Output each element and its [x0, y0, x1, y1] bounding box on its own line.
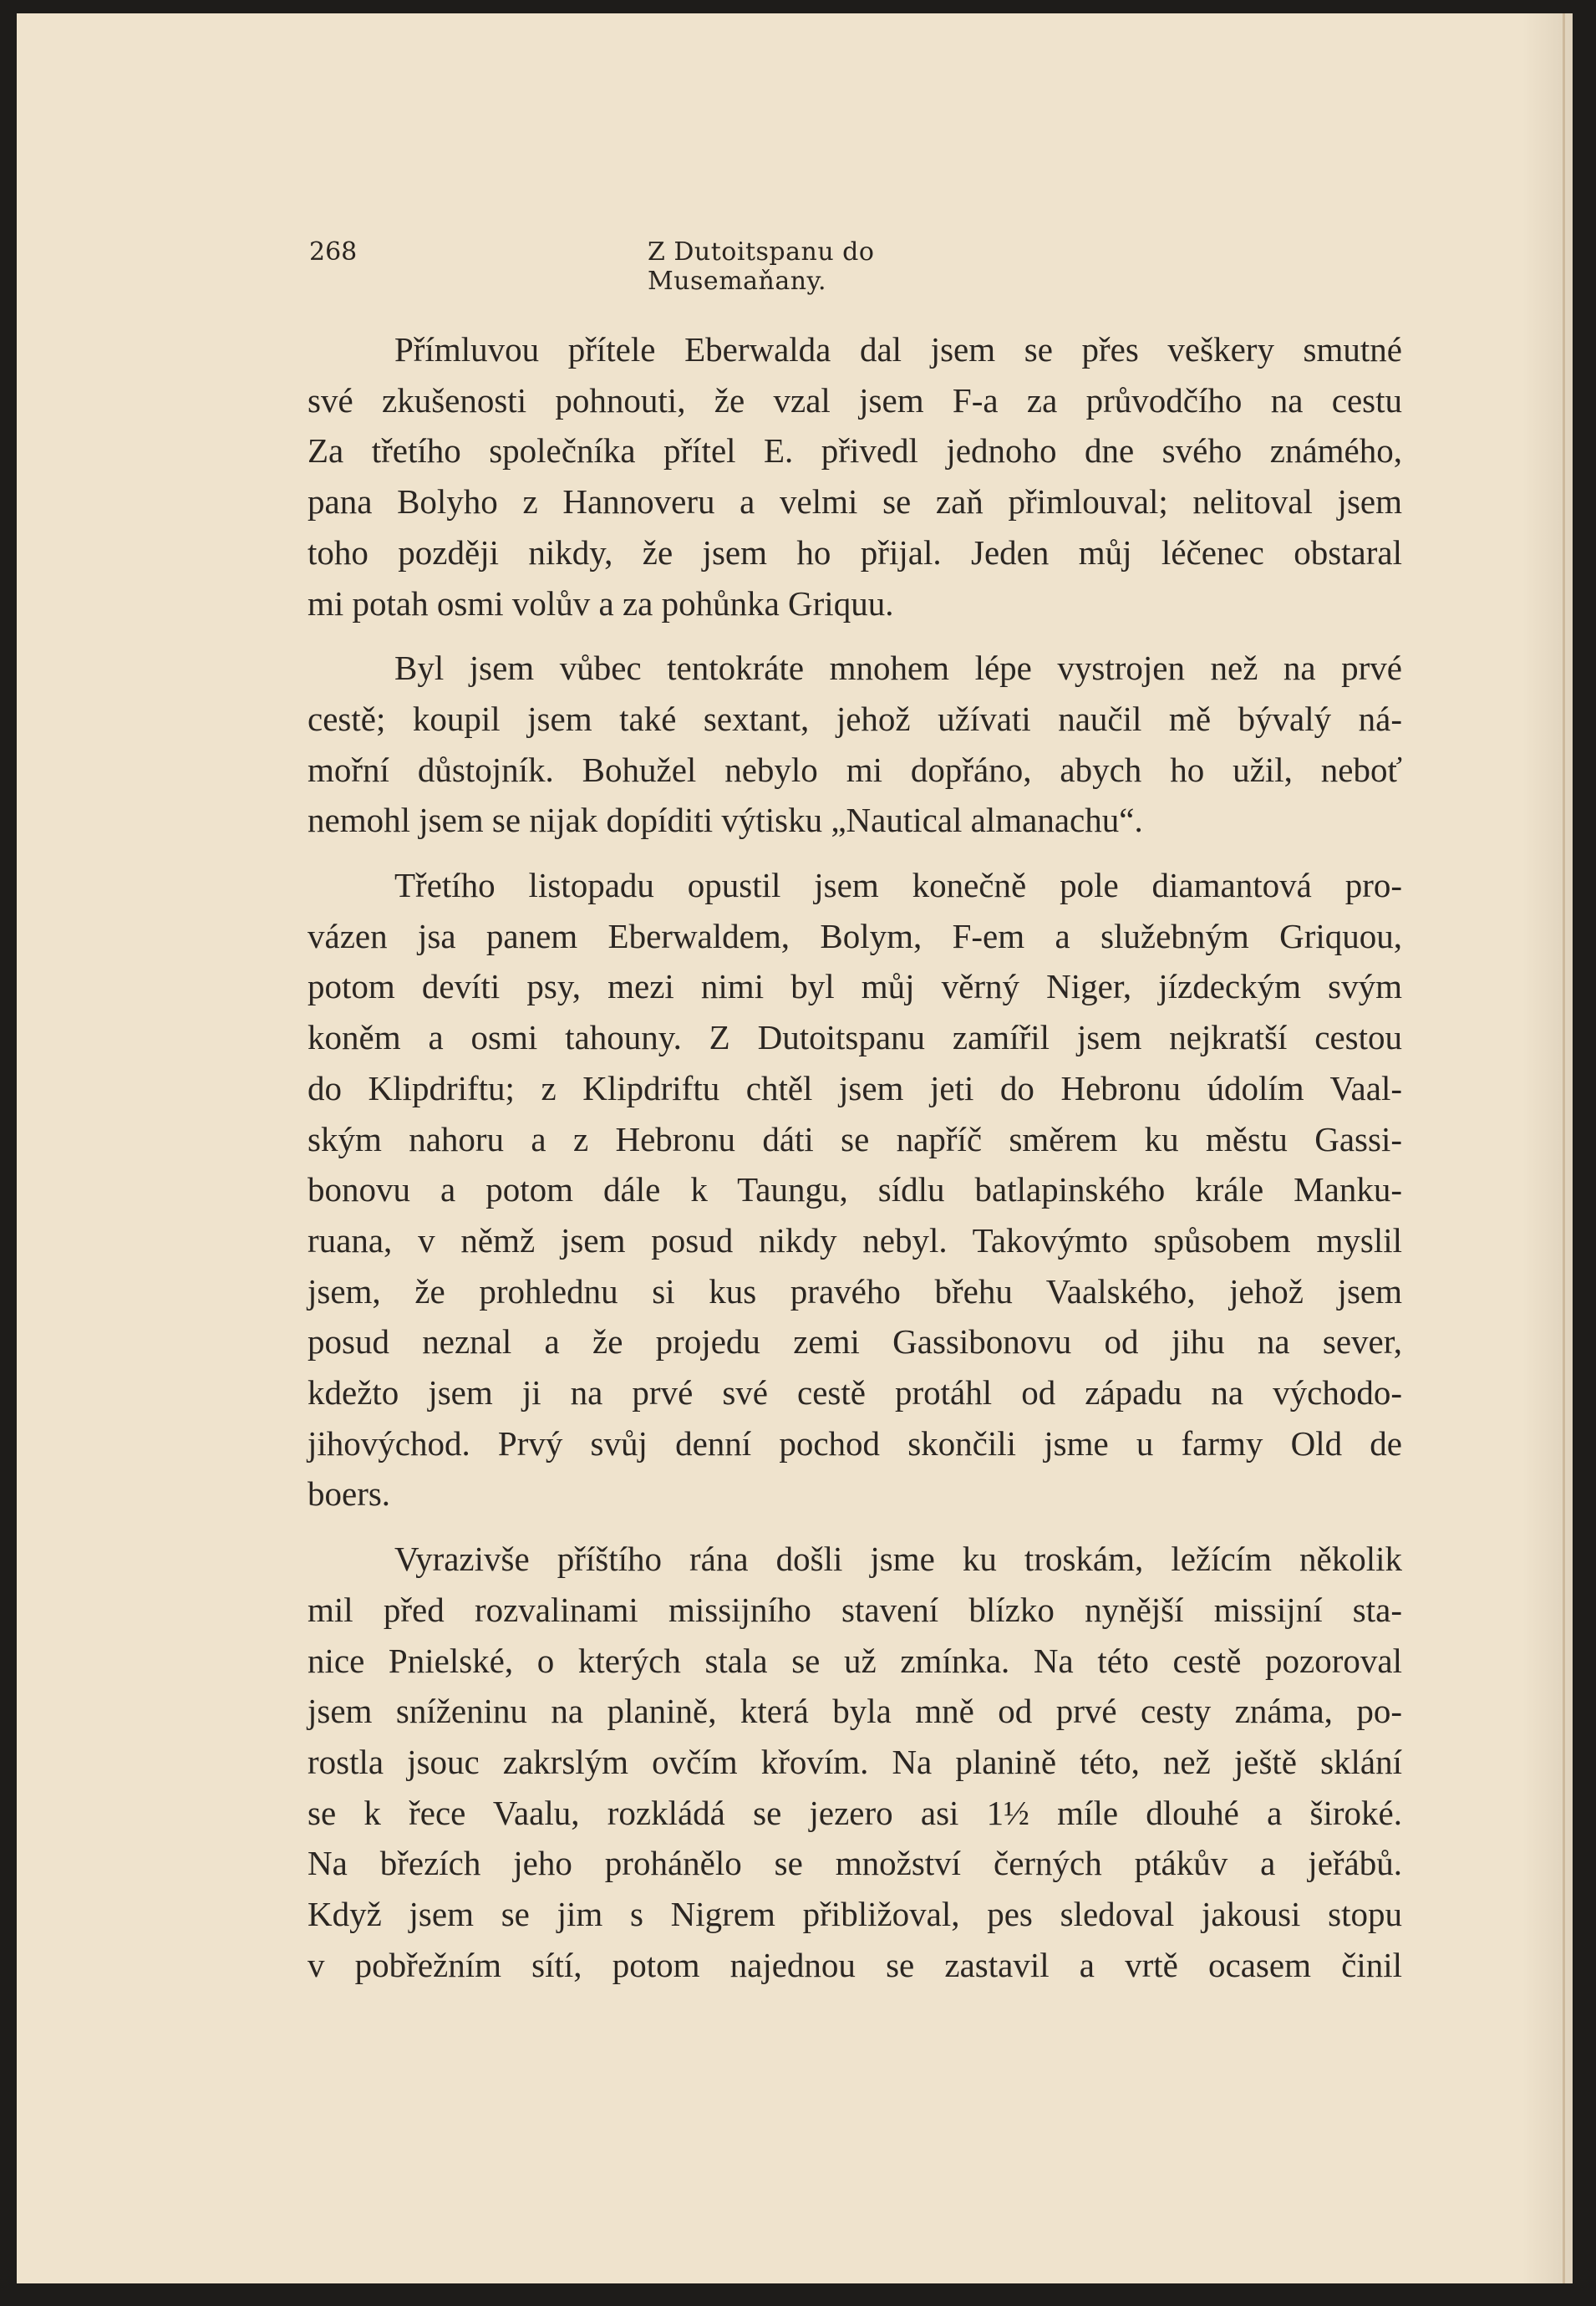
- text-line: Třetího listopadu opustil jsem konečně pole diamantová pro-: [394, 866, 1402, 905]
- running-title: Z Dutoitspanu do Musemaňany.: [648, 237, 875, 296]
- body-text: [308, 324, 1402, 1991]
- text-line: posud neznal a že projedu zemi Gassibonovu od jihu na sever,: [308, 1322, 1402, 1362]
- text-line: nice Pnielské, o kterých stala se už zmínka. Na této cestě pozoroval: [308, 1641, 1402, 1680]
- text-line: v pobřežním sítí, potom najednou se zastavil a vrtě ocasem činil: [308, 1945, 1402, 1984]
- text-line: mořní důstojník. Bohužel nebylo mi dopřáno, abych ho užil, neboť: [308, 750, 1402, 789]
- text-line: jihovýchod. Prvý svůj denní pochod skončili jsme u farmy Old de: [308, 1423, 1402, 1463]
- paragraph-1: [308, 324, 1402, 629]
- text-line: rostla jsouc zakrslým ovčím křovím. Na planině této, než ještě sklání: [308, 1742, 1402, 1781]
- text-line: Když jsem se jim s Nigrem přibližoval, pes sledoval jakousi stopu: [308, 1895, 1402, 1934]
- page-number: 268: [309, 237, 358, 267]
- text-line: Byl jsem vůbec tentokráte mnohem lépe vystrojen než na prvé: [394, 649, 1402, 688]
- paragraph-4: [308, 1534, 1402, 1990]
- text-line: koněm a osmi tahouny. Z Dutoitspanu zamířil jsem nejkratší cestou: [308, 1018, 1402, 1057]
- text-line: mi potah osmi volův a za pohůnka Griquu.: [308, 583, 894, 623]
- page-gutter-shade: [1522, 13, 1573, 2283]
- text-line: boers.: [308, 1474, 391, 1514]
- text-line: bonovu a potom dále k Taungu, sídlu batlapinského krále Manku-: [308, 1170, 1402, 1209]
- text-line: mil před rozvalinami missijního stavení blízko nynější missijní sta-: [308, 1590, 1402, 1629]
- page-edge: [1563, 13, 1565, 2283]
- text-line: toho později nikdy, že jsem ho přijal. Jeden můj léčenec obstaral: [308, 532, 1402, 572]
- text-line: pana Bolyho z Hannoveru a velmi se zaň přimlouval; nelitoval jsem: [308, 482, 1402, 522]
- text-line: Přímluvou přítele Eberwalda dal jsem se přes veškery smutné: [394, 330, 1402, 369]
- text-line: potom devíti psy, mezi nimi byl můj věrný Niger, jízdeckým svým: [308, 967, 1402, 1006]
- text-line: ským nahoru a z Hebronu dáti se napříč směrem ku městu Gassi-: [308, 1119, 1402, 1158]
- paragraph-2: [308, 643, 1402, 846]
- text-line: do Klipdriftu; z Klipdriftu chtěl jsem jeti do Hebronu údolím Vaal-: [308, 1068, 1402, 1107]
- text-line: jsem, že prohlednu si kus pravého břehu Vaalského, jehož jsem: [308, 1271, 1402, 1311]
- text-line: Vyrazivše příštího rána došli jsme ku troskám, ležícím několik: [394, 1540, 1402, 1579]
- text-line: se k řece Vaalu, rozkládá se jezero asi 1½ míle dlouhé a široké.: [308, 1793, 1402, 1832]
- text-line: cestě; koupil jsem také sextant, jehož užívati naučil mě bývalý ná-: [308, 699, 1402, 738]
- text-line: vázen jsa panem Eberwaldem, Bolym, F-em a služebným Griquou,: [308, 916, 1402, 955]
- running-head: [309, 237, 1061, 296]
- text-line: jsem sníženinu na planině, která byla mně od prvé cesty známa, po-: [308, 1692, 1402, 1731]
- text-line: ruana, v němž jsem posud nikdy nebyl. Takovýmto spůsobem myslil: [308, 1220, 1402, 1260]
- paragraph-3: [308, 860, 1402, 1520]
- text-line: kdežto jsem ji na prvé své cestě protáhl od západu na východo-: [308, 1373, 1402, 1413]
- text-line: nemohl jsem se nijak dopíditi výtisku „Nautical almanachu“.: [308, 801, 1143, 840]
- text-line: své zkušenosti pohnouti, že vzal jsem F-a za průvodčího na cestu: [308, 380, 1402, 420]
- text-line: Za třetího společníka přítel E. přivedl jednoho dne svého známého,: [308, 431, 1402, 471]
- text-line: Na březích jeho prohánělo se množství černých ptákův a jeřábů.: [308, 1844, 1402, 1883]
